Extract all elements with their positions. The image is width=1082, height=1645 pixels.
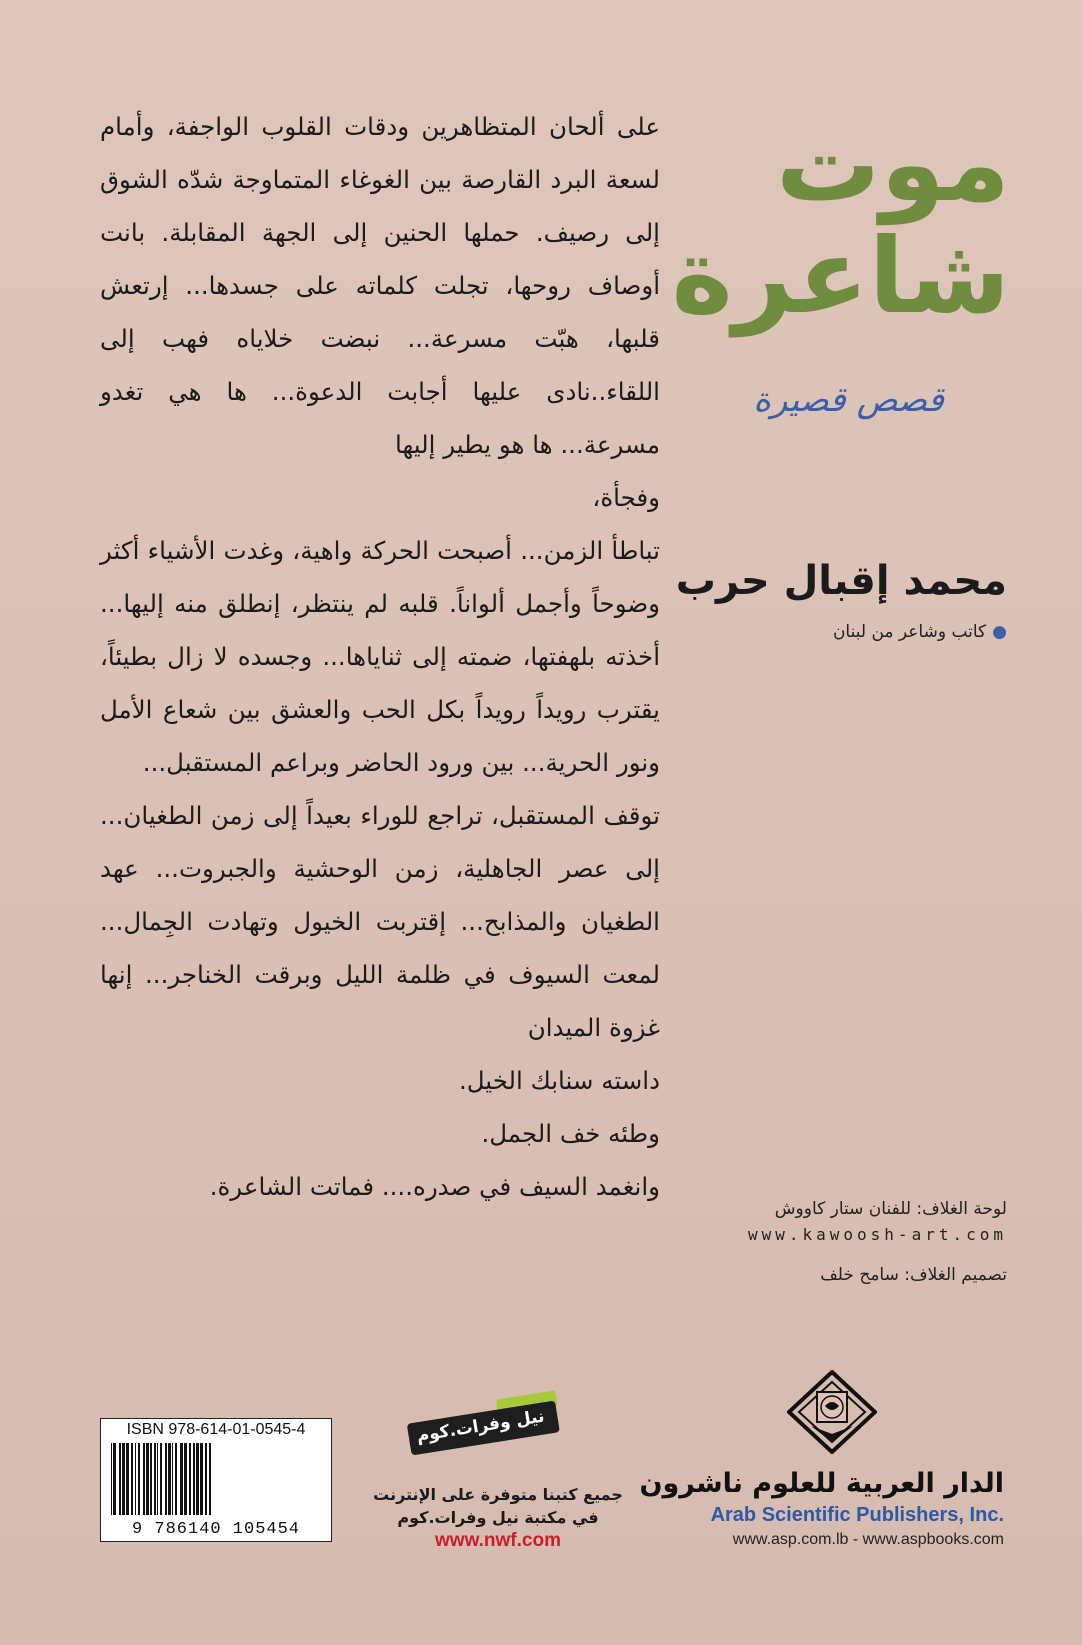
barcode-bar	[157, 1443, 158, 1515]
barcode-bar	[205, 1443, 207, 1515]
cover-credits	[687, 1196, 1007, 1288]
paragraph-7: وانغمد السيف في صدره.... فماتت الشاعرة.	[209, 1172, 660, 1201]
barcode-bar	[154, 1443, 156, 1515]
title-line-1: موت	[775, 103, 1010, 225]
nwf-url: www.nwf.com	[435, 1530, 561, 1551]
paragraph-2: وفجأة،	[592, 483, 660, 512]
barcode-bar	[175, 1443, 177, 1515]
title-line-2: شاعرة	[671, 215, 1010, 337]
barcode-bar	[172, 1443, 173, 1515]
barcode-bar	[138, 1443, 140, 1515]
barcode-bar	[143, 1443, 145, 1515]
barcode-bar	[200, 1443, 203, 1515]
paragraph-5: داسته سنابك الخيل.	[458, 1066, 660, 1095]
nwf-line-2: في مكتبة نيل وفرات.كوم	[397, 1508, 599, 1527]
barcode-bar	[209, 1443, 211, 1515]
isbn-digits: 9 786140 105454	[131, 1520, 301, 1539]
barcode-bar	[168, 1443, 171, 1515]
publisher-emblem-icon	[787, 1370, 877, 1454]
barcode-bar	[146, 1443, 149, 1515]
back-cover-text	[100, 100, 660, 1213]
barcode-bar	[160, 1443, 162, 1515]
barcode-bar	[131, 1443, 133, 1515]
publisher-name-english: Arab Scientific Publishers, Inc.	[710, 1504, 1004, 1526]
barcode-bar	[184, 1443, 187, 1515]
publisher-websites: www.asp.com.lb - www.aspbooks.com	[732, 1531, 1004, 1548]
nwf-tag-label: نيل وفرات.كوم	[415, 1406, 546, 1447]
nwf-line-1: جميع كتبنا متوفرة على الإنترنت	[373, 1485, 623, 1504]
bullet-icon: ●	[992, 622, 1007, 642]
barcode-bar	[165, 1443, 167, 1515]
isbn-barcode	[100, 1418, 332, 1542]
isbn-label: ISBN 978-614-01-0545-4	[126, 1421, 306, 1438]
author-name: محمد إقبال حرب	[675, 558, 1007, 604]
barcode-bar	[119, 1443, 121, 1515]
cover-design-credit: تصميم الغلاف: سامح خلف	[820, 1265, 1007, 1285]
paragraph-3: تباطأ الزمن... أصبحت الحركة واهية، وغدت الأشياء أكثر وضوحاً وأجمل ألواناً. قلبه لم ينتظر، إنطلق منه إليها... أخذته بلهفتها، ضمته إلى ثناياها... وجسده لا زال بطيئاً، يقترب رويداً رويداً بكل الحب والعشق بين شعاع الأمل ونور الحرية... بين ورود الحاضر وبراعم المستقبل...	[100, 536, 660, 777]
barcode-bar	[126, 1443, 129, 1515]
paragraph-1: على ألحان المتظاهرين ودقات القلوب الواجفة، وأمام لسعة البرد القارصة بين الغوغاء المتماوجة شدّه الشوق إلى رصيف. حملها الحنين إلى الجهة المقابلة. بانت أوصاف روحها، تجلت كلماته على جسدها... إرتعش قلبها، هبّت مسرعة... نبضت خلاياه فهب إلى اللقاء..نادى عليها أجابت الدعوة... ها هي تغدو مسرعة... ها هو يطير إليها	[100, 112, 660, 459]
painting-url: www.kawoosh-art.com	[747, 1225, 1007, 1244]
barcode-bar	[150, 1443, 152, 1515]
barcode-bar	[122, 1443, 125, 1515]
barcode-bar	[189, 1443, 191, 1515]
barcode-bar	[113, 1443, 116, 1515]
paragraph-4: توقف المستقبل، تراجع للوراء بعيداً إلى زمن الطغيان... إلى عصر الجاهلية، زمن الوحشية والجبروت... عهد الطغيان والمذابح... إقتربت الخيول وتهادت الجِمال... لمعت السيوف في ظلمة الليل وبرقت الخناجر... إنها غزوة الميدان	[100, 801, 660, 1042]
barcode-bars	[109, 1443, 323, 1515]
cover-painting-credit: لوحة الغلاف: للفنان ستار كاووش	[774, 1199, 1007, 1219]
barcode-bar	[111, 1443, 112, 1515]
barcode-bar	[193, 1443, 195, 1515]
book-title	[671, 103, 1010, 337]
paragraph-6: وطئه خف الجمل.	[481, 1119, 660, 1148]
barcode-bar	[135, 1443, 136, 1515]
author-description-text: كاتب وشاعر من لبنان	[832, 622, 987, 642]
author-description	[833, 622, 1007, 642]
nwf-availability	[368, 1483, 628, 1529]
book-subtitle: قصص قصيرة	[753, 380, 944, 420]
barcode-bar	[196, 1443, 199, 1515]
barcode-bar	[180, 1443, 183, 1515]
publisher-name-arabic: الدار العربية للعلوم ناشرون	[639, 1468, 1004, 1499]
